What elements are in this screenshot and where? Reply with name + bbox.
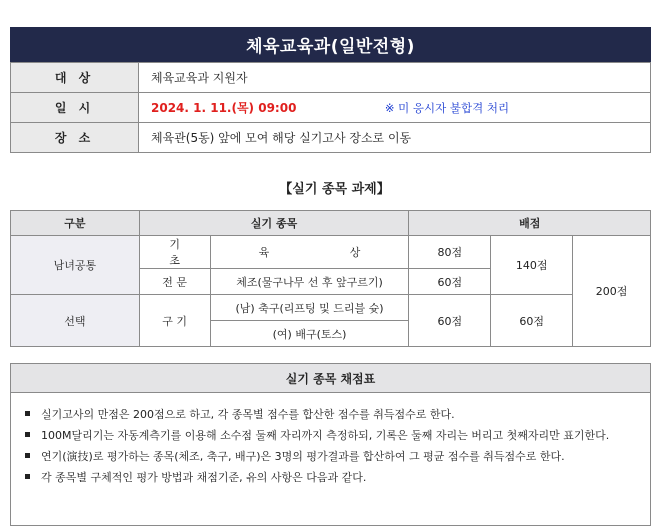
major-type: 전 문: [139, 269, 210, 295]
items-header-row: [11, 211, 651, 236]
rubric-text: 실기고사의 만점은 200점으로 하고, 각 종목별 점수를 합산한 점수를 취득점수로 한다.: [41, 408, 455, 421]
ball-event-male: (남) 축구(리프팅 및 드리블 슛): [210, 295, 409, 321]
square-bullet-icon: [25, 474, 30, 479]
target-value: 체육교육과 지원자: [139, 63, 651, 93]
practical-items-table: [10, 210, 651, 347]
date-label: 일 시: [11, 93, 139, 123]
group-select: 선택: [11, 295, 140, 347]
basic-event-part: 육: [258, 246, 270, 259]
place-value: 체육관(5동) 앞에 모여 해당 실기고사 장소로 이동: [139, 123, 651, 153]
basic-type-text: 기 초: [169, 238, 180, 267]
info-row-date: [11, 93, 651, 123]
items-section-title: 【실기 종목 과제】: [279, 182, 390, 197]
major-score: 60점: [409, 269, 491, 295]
rubric-title: 실기 종목 채점표: [11, 364, 650, 393]
major-event: 체조(물구나무 선 후 앞구르기): [210, 269, 409, 295]
list-item: [41, 468, 630, 487]
target-label: 대 상: [11, 63, 139, 93]
absence-note: ※ 미 응시자 불합격 처리: [384, 101, 510, 115]
info-row-place: [11, 123, 651, 153]
list-item: [41, 426, 630, 445]
ball-type: 구 기: [139, 295, 210, 347]
basic-type: [139, 236, 210, 269]
header-score: 배점: [409, 211, 651, 236]
square-bullet-icon: [25, 432, 30, 437]
basic-score: 80점: [409, 236, 491, 269]
table-row: [11, 236, 651, 269]
info-table: [10, 62, 651, 153]
ball-score: 60점: [409, 295, 491, 347]
total-score: 200점: [573, 236, 651, 347]
common-subtotal: 140점: [491, 236, 573, 295]
table-row: [11, 295, 651, 321]
rubric-text: 연기(演技)로 평가하는 종목(체조, 축구, 배구)은 3명의 평가결과를 합산하여 그 평균 점수를 취득점수로 한다.: [41, 450, 565, 463]
rubric-text: 각 종목별 구체적인 평가 방법과 채점기준, 유의 사항은 다음과 같다.: [41, 471, 367, 484]
square-bullet-icon: [25, 453, 30, 458]
date-value: 2024. 1. 11.(목) 09:00: [151, 101, 297, 115]
basic-event-part: 상: [349, 246, 361, 259]
scoring-rubric-box: [10, 363, 651, 526]
square-bullet-icon: [25, 411, 30, 416]
list-item: [41, 447, 630, 466]
info-row-target: [11, 63, 651, 93]
basic-event: [210, 236, 409, 269]
page-title: 체육교육과(일반전형): [10, 27, 651, 62]
group-common: 남녀공통: [11, 236, 140, 295]
list-item: [41, 405, 630, 424]
select-subtotal: 60점: [491, 295, 573, 347]
rubric-list: [11, 393, 650, 487]
date-cell: [139, 93, 651, 123]
header-category: 구분: [11, 211, 140, 236]
place-label: 장 소: [11, 123, 139, 153]
ball-event-female: (여) 배구(토스): [210, 321, 409, 347]
header-event: 실기 종목: [139, 211, 409, 236]
rubric-text: 100M달리기는 자동계측기를 이용해 소수점 둘째 자리까지 측정하되, 기록은 둘째 자리는 버리고 첫째자리만 표기한다.: [41, 429, 610, 442]
